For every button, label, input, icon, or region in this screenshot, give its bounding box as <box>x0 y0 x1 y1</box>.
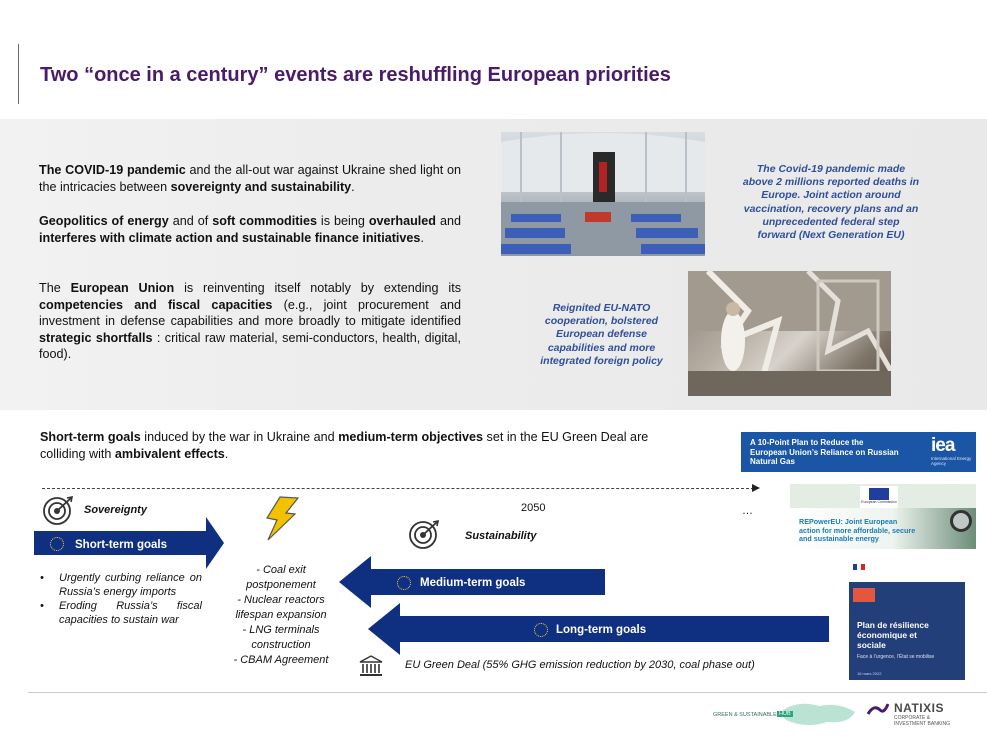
eu-flag-icon <box>869 488 889 500</box>
repowereu-cover <box>790 484 976 549</box>
text-run: and of <box>168 214 213 228</box>
text-run: (e.g., joint procurement and investment in defense capabilities and more broadly to mitigate identified <box>39 297 461 328</box>
war-damage-photo <box>688 271 891 396</box>
target-icon <box>408 519 440 551</box>
effect-item: - Nuclear reactors lifespan expansion <box>235 594 327 621</box>
plan-title: Plan de résilience économique et sociale <box>857 620 929 650</box>
nato-caption: Reignited EU-NATO cooperation, bolstered European defense capabilities and more integrated foreign policy <box>540 302 663 367</box>
text-run: The COVID-19 pandemic <box>39 163 186 177</box>
text-run: induced by the war in Ukraine and <box>140 430 339 444</box>
timeline-axis <box>42 488 754 489</box>
goals-intro <box>40 429 680 463</box>
text-run: . <box>351 179 355 194</box>
text-run: : critical raw material, semi-conductors, health, digital, food). <box>39 330 461 361</box>
repowereu-title: REPowerEU: Joint European action for more affordable, secure and sustainable energy <box>799 517 916 544</box>
french-flag-icon <box>853 564 865 570</box>
text-run: European Union <box>70 281 175 295</box>
commission-label: European Commission <box>861 500 897 504</box>
text-run: and <box>436 214 461 228</box>
text-run: interferes with climate action and sustainable finance initiatives <box>39 230 421 245</box>
title-divider <box>18 44 19 104</box>
iea-sub: International Energy Agency <box>931 456 972 466</box>
brand-sub-1: CORPORATE & <box>894 715 931 721</box>
bullet-item: • Urgently curbing reliance on Russia’s energy imports <box>40 571 202 599</box>
green-deal-note: EU Green Deal (55% GHG emission reduction by 2030, coal phase out) <box>405 659 755 671</box>
intro-paragraph-3 <box>39 280 461 363</box>
text-run: medium-term objectives <box>338 430 484 444</box>
plan-date: 16 mars 2022 <box>857 671 882 676</box>
sovereignty-label: Sovereignty <box>84 504 147 516</box>
text-run: Geopolitics of energy <box>39 214 169 228</box>
institution-icon <box>359 655 383 677</box>
resilience-plan-cover <box>849 560 965 680</box>
field-hospital-photo <box>501 132 705 256</box>
text-run: strategic shortfalls <box>39 330 153 345</box>
hub-tag: HUB <box>779 711 791 717</box>
text-run: set in the EU Green Deal are colliding with <box>40 430 649 461</box>
iea-logo: iea <box>931 435 955 456</box>
brand-name: NATIXIS <box>894 701 944 715</box>
timeline-ellipsis: … <box>742 505 753 517</box>
intro-paragraph-2 <box>39 213 461 246</box>
lightning-icon <box>262 496 302 542</box>
brand-sub-2: INVESTMENT BANKING <box>894 721 951 727</box>
text-run: and the all-out war against Ukraine shed light on the intricacies between <box>39 163 462 194</box>
timeline-arrowhead <box>752 484 760 492</box>
iea-plan-cover <box>741 432 976 472</box>
plan-sub: Face à l’urgence, l’État se mobilise <box>857 654 935 660</box>
bullet-item: • Eroding Russia’s fiscal capacities to sustain war <box>40 599 202 627</box>
text-run: ambivalent effects <box>114 447 225 461</box>
text-run: is being <box>316 214 369 228</box>
natixis-logo <box>866 700 966 728</box>
year-2050: 2050 <box>521 502 546 514</box>
effect-item: - Coal exit postponement <box>246 564 316 591</box>
hub-text: GREEN & SUSTAINABLE <box>713 712 777 718</box>
text-run: competencies and fiscal capacities <box>39 297 273 312</box>
short-term-bullets <box>40 571 202 627</box>
text-run: is reinventing itself notably by extending its <box>174 281 461 295</box>
eu-stars-icon <box>397 576 411 590</box>
effect-item: - CBAM Agreement <box>233 654 329 666</box>
covid-caption: The Covid-19 pandemic made above 2 millions reported deaths in Europe. Joint action around vaccination, recovery plans and an unprecedented federal step forward (Next Generation EU) <box>742 163 920 242</box>
text-run: . <box>420 230 424 245</box>
ambivalent-effects-list <box>226 563 336 668</box>
short-term-label: Short-term goals <box>75 539 168 551</box>
eu-stars-icon <box>50 537 64 551</box>
effect-item: - LNG terminals construction <box>242 624 320 651</box>
footer-divider <box>28 692 987 693</box>
text-run: The <box>39 281 71 295</box>
long-term-label: Long-term goals <box>556 624 647 636</box>
eu-stars-icon <box>534 623 548 637</box>
text-run: soft commodities <box>212 214 317 228</box>
text-run: Short-term goals <box>40 430 141 444</box>
sustainability-label: Sustainability <box>465 530 537 542</box>
photo-icon <box>950 510 972 532</box>
iea-plan-title: A 10-Point Plan to Reduce the European Union’s Reliance on Russian Natural Gas <box>750 438 899 466</box>
page-title: Two “once in a century” events are reshuffling European priorities <box>40 64 671 86</box>
text-run: overhauled <box>368 214 436 228</box>
text-run: . <box>224 447 229 461</box>
intro-paragraph-1 <box>39 162 461 195</box>
tag-badge <box>853 588 875 602</box>
green-hub-logo <box>711 700 859 728</box>
text-run: sovereignty and sustainability <box>170 179 352 194</box>
medium-term-label: Medium-term goals <box>420 577 526 589</box>
